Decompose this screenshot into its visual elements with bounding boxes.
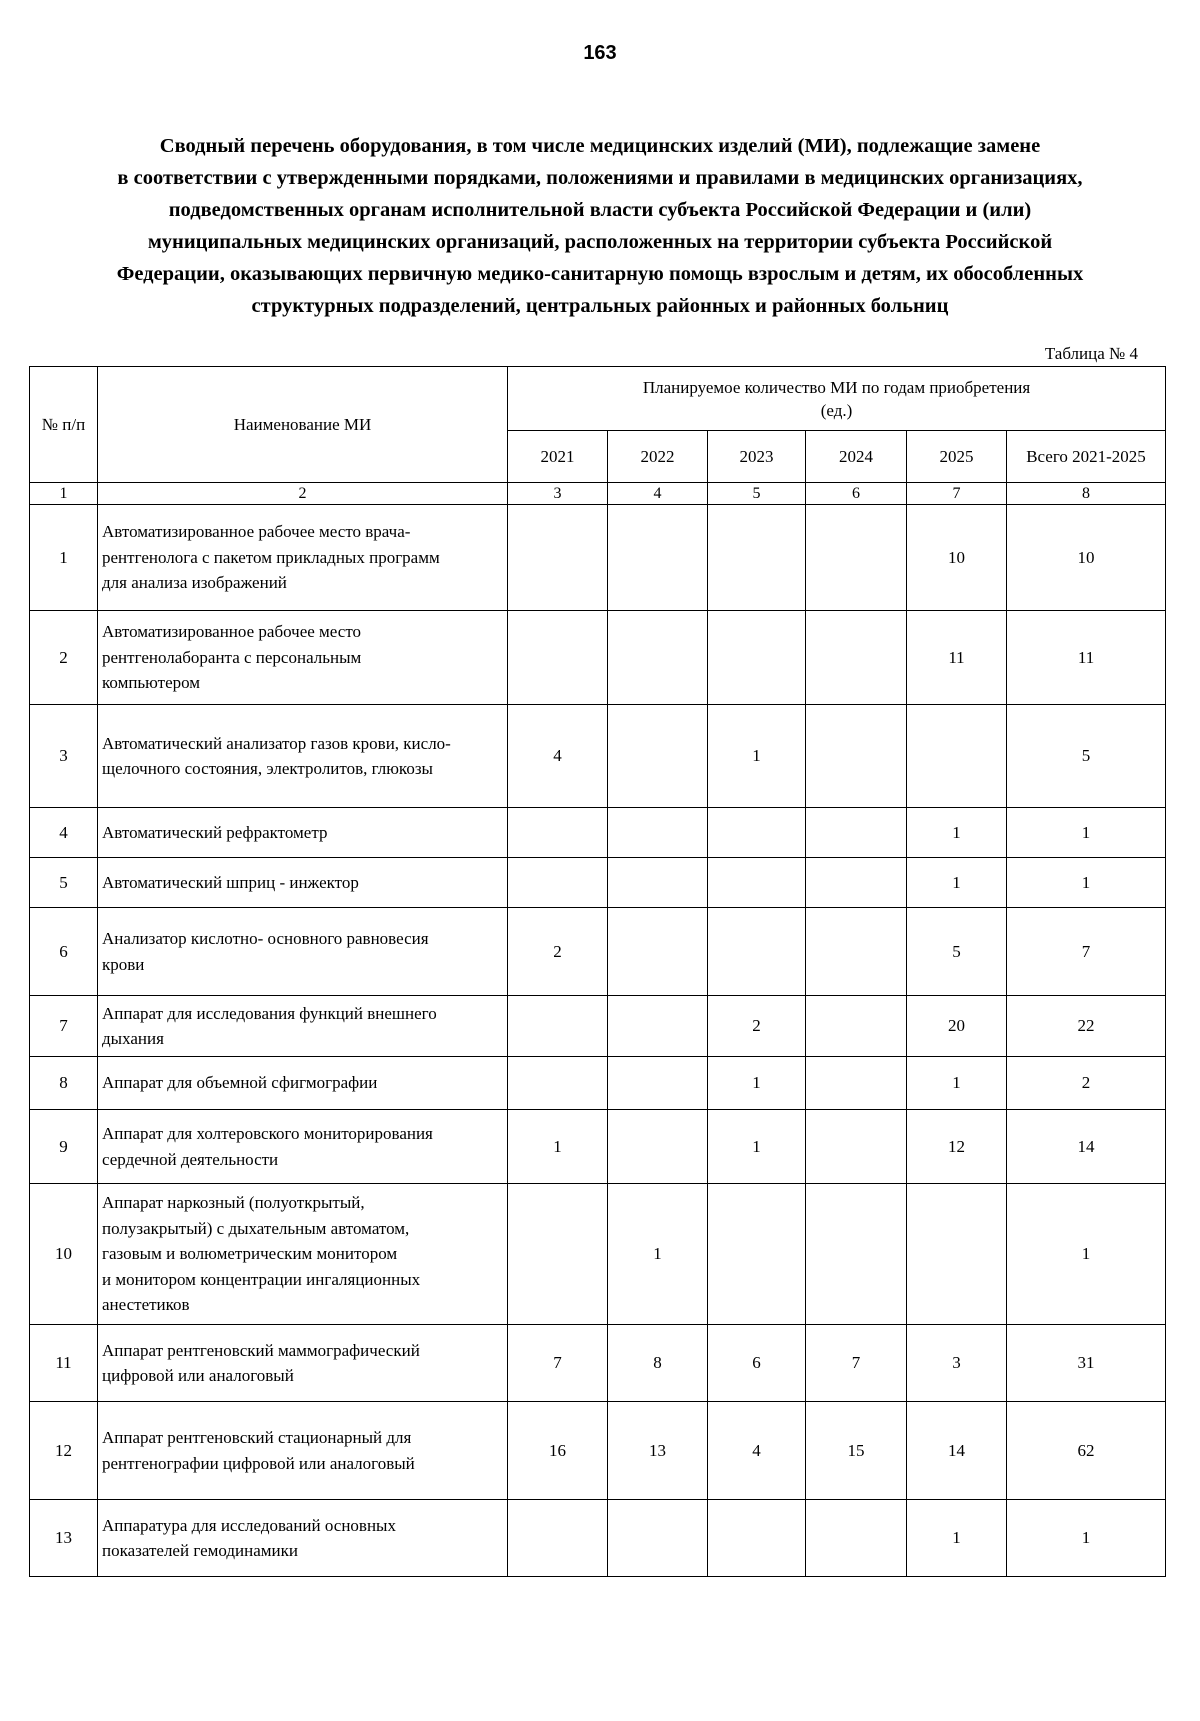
item-name <box>98 996 508 1057</box>
total-value: 1 <box>1007 1500 1166 1577</box>
table-body <box>30 505 1166 1577</box>
row-number: 12 <box>30 1402 98 1500</box>
total-value: 5 <box>1007 705 1166 808</box>
column-number: 4 <box>608 483 708 505</box>
year-value <box>508 808 608 858</box>
year-value: 1 <box>907 1057 1007 1110</box>
item-name <box>98 908 508 996</box>
item-name-line: крови <box>102 954 145 974</box>
item-name-line: Автоматический рефрактометр <box>102 822 328 842</box>
year-value <box>608 996 708 1057</box>
item-name-line: сердечной деятельности <box>102 1149 279 1169</box>
total-value: 7 <box>1007 908 1166 996</box>
page-number: 163 <box>583 42 617 64</box>
header-year: 2022 <box>608 431 708 483</box>
item-name <box>98 1500 508 1577</box>
item-name-line: рентгенолаборанта с персональным <box>102 647 362 667</box>
item-name <box>98 505 508 611</box>
year-value <box>806 1110 907 1184</box>
title-line: структурных подразделений, центральных районных и районных больниц <box>251 295 949 317</box>
item-name-line: цифровой или аналоговый <box>102 1366 294 1385</box>
year-value <box>508 611 608 705</box>
year-value <box>708 808 806 858</box>
item-name <box>98 1184 508 1325</box>
year-value <box>907 705 1007 808</box>
item-name-line: Автоматизированное рабочее место врача- <box>102 522 411 542</box>
year-value <box>806 611 907 705</box>
year-value <box>806 908 907 996</box>
table-row <box>30 858 1166 908</box>
item-name <box>98 611 508 705</box>
item-name-line: дыхания <box>102 1029 164 1048</box>
row-number: 9 <box>30 1110 98 1184</box>
column-number: 1 <box>30 483 98 505</box>
header-num: № п/п <box>30 367 98 483</box>
year-value <box>806 705 907 808</box>
item-name-line: анестетиков <box>102 1295 190 1315</box>
document-title <box>30 130 1170 322</box>
year-value <box>608 908 708 996</box>
year-value: 13 <box>608 1402 708 1500</box>
year-value: 6 <box>708 1325 806 1402</box>
item-name-line: Аппарат рентгеновский стационарный для <box>102 1428 412 1447</box>
column-number: 5 <box>708 483 806 505</box>
table-row <box>30 1110 1166 1184</box>
year-value: 1 <box>708 1110 806 1184</box>
item-name-line: показателей гемодинамики <box>102 1541 298 1560</box>
header-planned <box>508 367 1166 431</box>
table-row <box>30 1325 1166 1402</box>
year-value: 2 <box>508 908 608 996</box>
table-row <box>30 611 1166 705</box>
year-value <box>508 1184 608 1325</box>
year-value: 15 <box>806 1402 907 1500</box>
total-value: 1 <box>1007 858 1166 908</box>
year-value: 4 <box>508 705 608 808</box>
item-name-line: полузакрытый) с дыхательным автоматом, <box>102 1218 410 1238</box>
total-value: 14 <box>1007 1110 1166 1184</box>
table-row <box>30 808 1166 858</box>
total-value: 31 <box>1007 1325 1166 1402</box>
column-number: 2 <box>98 483 508 505</box>
row-number: 3 <box>30 705 98 808</box>
year-value <box>806 505 907 611</box>
year-value <box>708 611 806 705</box>
year-value: 1 <box>608 1184 708 1325</box>
year-value <box>806 858 907 908</box>
item-name-line: Аппарат рентгеновский маммографический <box>102 1340 420 1360</box>
year-value <box>608 1057 708 1110</box>
total-value: 22 <box>1007 996 1166 1057</box>
year-value <box>806 1500 907 1577</box>
header-year: 2023 <box>708 431 806 483</box>
year-value <box>608 858 708 908</box>
total-value: 62 <box>1007 1402 1166 1500</box>
total-value: 1 <box>1007 1184 1166 1325</box>
year-value <box>708 1184 806 1325</box>
row-number: 8 <box>30 1057 98 1110</box>
item-name-line: газовым и волюметрическим монитором <box>102 1244 398 1264</box>
item-name <box>98 1057 508 1110</box>
column-number: 3 <box>508 483 608 505</box>
year-value <box>508 1057 608 1110</box>
title-line: подведомственных органам исполнительной власти субъекта Российской Федерации и (или) <box>168 199 1032 221</box>
year-value <box>608 505 708 611</box>
item-name <box>98 1110 508 1184</box>
total-value: 1 <box>1007 808 1166 858</box>
year-value <box>708 1500 806 1577</box>
item-name-line: щелочного состояния, электролитов, глюкозы <box>102 759 433 778</box>
item-name-line: Аппаратура для исследований основных <box>102 1515 396 1535</box>
item-name-line: рентгенолога с пакетом прикладных программ <box>102 547 440 567</box>
year-value <box>608 1500 708 1577</box>
year-value: 1 <box>708 1057 806 1110</box>
row-number: 5 <box>30 858 98 908</box>
table-row <box>30 1057 1166 1110</box>
year-value: 5 <box>907 908 1007 996</box>
row-number: 1 <box>30 505 98 611</box>
item-name-line: Анализатор кислотно- основного равновесия <box>102 929 429 948</box>
item-name <box>98 858 508 908</box>
header-name: Наименование МИ <box>98 367 508 483</box>
table-row <box>30 1402 1166 1500</box>
year-value <box>508 858 608 908</box>
year-value <box>508 996 608 1057</box>
header-year: 2025 <box>907 431 1007 483</box>
total-value: 2 <box>1007 1057 1166 1110</box>
row-number: 10 <box>30 1184 98 1325</box>
year-value <box>806 996 907 1057</box>
title-line: в соответствии с утвержденными порядками, положениями и правилами в медицинских организациях, <box>117 167 1083 189</box>
year-value <box>708 908 806 996</box>
year-value <box>708 858 806 908</box>
table-row <box>30 1500 1166 1577</box>
year-value: 7 <box>806 1325 907 1402</box>
row-number: 2 <box>30 611 98 705</box>
year-value: 20 <box>907 996 1007 1057</box>
row-number: 4 <box>30 808 98 858</box>
table-row <box>30 1184 1166 1325</box>
item-name <box>98 1325 508 1402</box>
total-value: 11 <box>1007 611 1166 705</box>
item-name-line: Аппарат для исследования функций внешнего <box>102 1003 437 1023</box>
year-value <box>806 808 907 858</box>
header-year: 2024 <box>806 431 907 483</box>
year-value <box>907 1184 1007 1325</box>
header-total: Всего 2021-2025 <box>1007 431 1166 483</box>
year-value: 1 <box>508 1110 608 1184</box>
year-value: 11 <box>907 611 1007 705</box>
year-value: 8 <box>608 1325 708 1402</box>
total-value: 10 <box>1007 505 1166 611</box>
table-label: Таблица № 4 <box>1044 344 1138 363</box>
item-name <box>98 808 508 858</box>
title-line: Сводный перечень оборудования, в том числе медицинских изделий (МИ), подлежащие замене <box>159 135 1041 157</box>
row-number: 7 <box>30 996 98 1057</box>
year-value: 14 <box>907 1402 1007 1500</box>
year-value: 4 <box>708 1402 806 1500</box>
year-value: 10 <box>907 505 1007 611</box>
year-value <box>608 611 708 705</box>
item-name <box>98 1402 508 1500</box>
year-value <box>508 505 608 611</box>
table-row <box>30 705 1166 808</box>
table-row <box>30 996 1166 1057</box>
item-name-line: для анализа изображений <box>102 573 287 593</box>
table-row <box>30 505 1166 611</box>
item-name-line: Автоматический анализатор газов крови, кисло- <box>102 733 451 753</box>
year-value: 2 <box>708 996 806 1057</box>
header-year: 2021 <box>508 431 608 483</box>
item-name-line: Автоматизированное рабочее место <box>102 622 362 642</box>
table-row <box>30 908 1166 996</box>
year-value: 1 <box>907 858 1007 908</box>
equipment-table <box>29 366 1166 1577</box>
year-value: 1 <box>907 1500 1007 1577</box>
column-number: 7 <box>907 483 1007 505</box>
item-name-line: Аппарат наркозный (полуоткрытый, <box>102 1193 365 1213</box>
year-value: 1 <box>708 705 806 808</box>
item-name-line: компьютером <box>102 673 201 693</box>
item-name-line: рентгенографии цифровой или аналоговый <box>102 1453 415 1473</box>
year-value <box>806 1057 907 1110</box>
item-name-line: Аппарат для объемной сфигмографии <box>102 1073 378 1093</box>
title-line: муниципальных медицинских организаций, расположенных на территории субъекта Российской <box>147 231 1053 253</box>
row-number: 11 <box>30 1325 98 1402</box>
item-name-line: Автоматический шприц - инжектор <box>102 872 359 892</box>
year-value <box>608 808 708 858</box>
year-value: 16 <box>508 1402 608 1500</box>
row-number: 13 <box>30 1500 98 1577</box>
column-number: 6 <box>806 483 907 505</box>
item-name-line: Аппарат для холтеровского мониторирования <box>102 1124 433 1143</box>
title-line: Федерации, оказывающих первичную медико-санитарную помощь взрослым и детям, их обособленных <box>116 263 1084 285</box>
item-name-line: и монитором концентрации ингаляционных <box>102 1269 421 1289</box>
header-planned-label: Планируемое количество МИ по годам приобретения <box>642 377 1031 397</box>
year-value: 3 <box>907 1325 1007 1402</box>
year-value: 1 <box>907 808 1007 858</box>
item-name <box>98 705 508 808</box>
year-value: 12 <box>907 1110 1007 1184</box>
year-value <box>508 1500 608 1577</box>
year-value <box>708 505 806 611</box>
year-value <box>608 1110 708 1184</box>
year-value <box>608 705 708 808</box>
header-unit: (ед.) <box>820 400 853 420</box>
year-value: 7 <box>508 1325 608 1402</box>
row-number: 6 <box>30 908 98 996</box>
year-value <box>806 1184 907 1325</box>
column-number: 8 <box>1007 483 1166 505</box>
